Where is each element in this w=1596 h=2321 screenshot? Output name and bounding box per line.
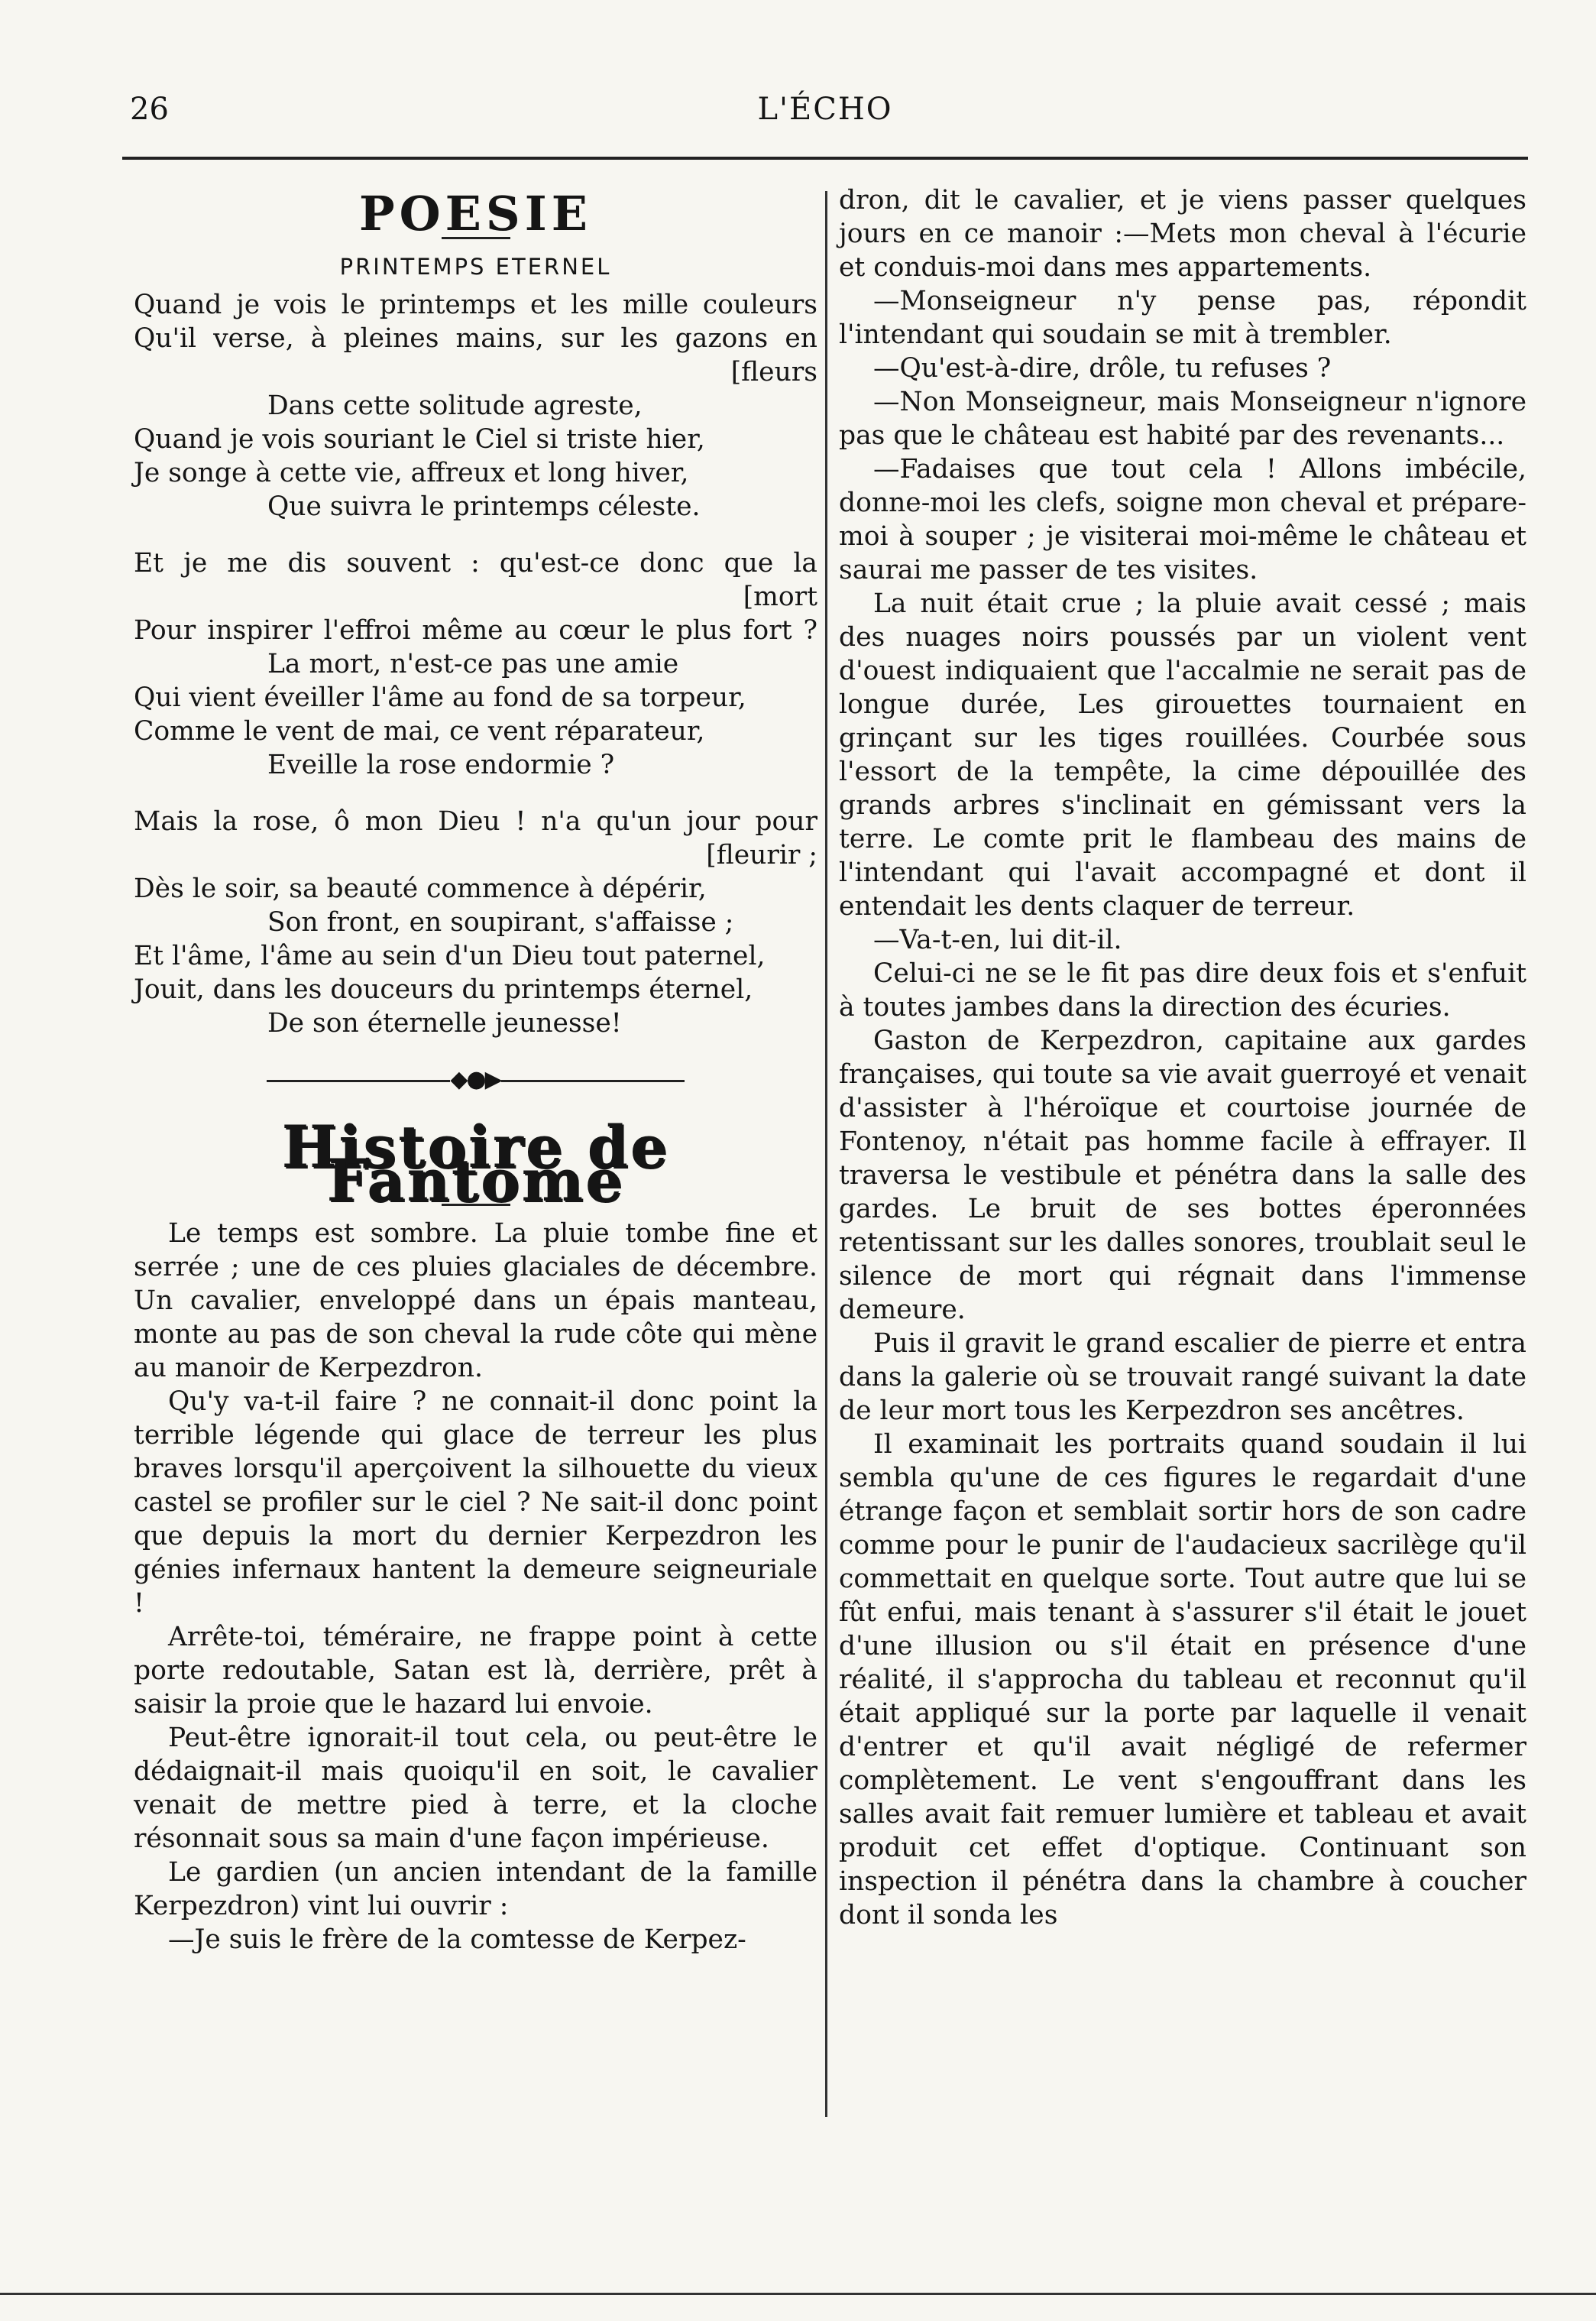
story-paragraph: —Non Monseigneur, mais Monseigneur n'ignore pas que le château est habité par des revenants... <box>839 387 1526 451</box>
page-number: 26 <box>130 92 169 127</box>
poem-line: [mort <box>743 582 817 612</box>
poem-line: Pour inspirer l'effroi même au cœur le plus fort ? <box>134 615 817 646</box>
story-title: Histoire de Fantome <box>281 1113 670 1214</box>
story-paragraph: Le gardien (un ancien intendant de la famille Kerpezdron) vint lui ouvrir : <box>134 1857 817 1921</box>
poem-line: Qu'il verse, à pleines mains, sur les gazons en <box>134 323 817 354</box>
column-divider <box>825 191 827 2117</box>
poem-line: Son front, en soupirant, s'affaisse ; <box>267 907 734 938</box>
story-paragraph: Arrête-toi, téméraire, ne frappe point à cette porte redoutable, Satan est là, derrière, prêt à saisir la proie que le hazard lui envoie. <box>134 1622 817 1720</box>
poem-line: Dans cette solitude agreste, <box>267 391 643 421</box>
story-paragraph: —Qu'est-à-dire, drôle, tu refuses ? <box>873 353 1332 384</box>
poem-line: De son éternelle jeunesse! <box>267 1008 622 1039</box>
story-paragraph: Il examinait les portraits quand soudain il lui sembla qu'une de ces figures le regardait d'une étrange façon et semblait sortir hors de son cadre comme pour le punir de l'audacieux sacrilège qu'il commettait en quelque sorte. Tout autre que lui se fût enfui, mais tenant à s'assurer s'il était le jouet d'une illusion ou s'il était en présence d'une réalité, il s'approcha du tableau et reconnut qu'il était appliqué sur la porte par laquelle il venait d'entrer et qu'il avait négligé de refermer complètement. Le vent s'engouffrant dans les salles avait fait remuer lumière et tableau et avait produit cet effet d'optique. Continuant son inspection il pénétra dans la chambre à coucher dont il sonda les <box>839 1429 1526 1930</box>
poem-line: Mais la rose, ô mon Dieu ! n'a qu'un jour pour <box>134 806 817 837</box>
poem-line: Quand je vois souriant le Ciel si triste hier, <box>134 424 705 455</box>
left-column <box>134 183 817 1956</box>
poem-line: La mort, n'est-ce pas une amie <box>267 649 679 679</box>
poem-stanza-2 <box>134 546 817 782</box>
story-paragraph: —Va-t-en, lui dit-il. <box>873 925 1122 955</box>
poem-line: Comme le vent de mai, ce vent réparateur, <box>134 716 705 747</box>
poem-line: Jouit, dans les douceurs du printemps éternel, <box>134 974 753 1005</box>
story-paragraph: —Je suis le frère de la comtesse de Kerpez- <box>168 1924 746 1955</box>
bottom-rule <box>0 2293 1596 2295</box>
poem-line: Que suivra le printemps céleste. <box>267 491 701 522</box>
story-paragraph: Celui-ci ne se le fit pas dire deux fois et s'enfuit à toutes jambes dans la direction des écuries. <box>839 958 1526 1023</box>
poem-line: [fleurs <box>730 357 817 387</box>
story-paragraph: —Fadaises que tout cela ! Allons imbécile, donne-moi les clefs, soigne mon cheval et prépare-moi à souper ; je visiterai moi-même le château et saurai me passer de tes visites. <box>839 454 1526 585</box>
right-column <box>839 183 1526 1932</box>
poem-stanza-1 <box>134 288 817 524</box>
story-paragraph: Le temps est sombre. La pluie tombe fine et serrée ; une de ces pluies glaciales de décembre. Un cavalier, enveloppé dans un épais manteau, monte au pas de son cheval la rude côte qui mène au manoir de Kerpezdron. <box>134 1218 817 1383</box>
poetry-section-title: POESIE <box>359 186 592 242</box>
poem-line: Quand je vois le printemps et les mille couleurs <box>134 290 817 320</box>
poem-stanza-3 <box>134 805 817 1040</box>
page-header <box>130 92 1520 145</box>
story-paragraph: Peut-être ignorait-il tout cela, ou peut-être le dédaignait-il mais quoiqu'il en soit, le cavalier venait de mettre pied à terre, et la cloche résonnait sous sa main d'une façon impérieuse. <box>134 1723 817 1854</box>
poem-line: Dès le soir, sa beauté commence à dépérir, <box>134 874 707 904</box>
poem-title: PRINTEMPS ETERNEL <box>339 254 612 280</box>
poem-line: Eveille la rose endormie ? <box>267 750 615 780</box>
story-paragraph: Qu'y va-t-il faire ? ne connait-il donc point la terrible légende qui glace de terreur les plus braves lorsqu'il aperçoivent la silhouette du vieux castel se profiler sur le ciel ? Ne sait-il donc point que depuis la mort du dernier Kerpezdron les génies infernaux hantent la demeure seigneuriale ! <box>134 1386 817 1619</box>
poem-line: Et je me dis souvent : qu'est-ce donc que la <box>134 548 817 579</box>
story-paragraph: dron, dit le cavalier, et je viens passer quelques jours en ce manoir :—Mets mon cheval à l'écurie et conduis-moi dans mes appartements. <box>839 185 1526 283</box>
story-paragraph: Gaston de Kerpezdron, capitaine aux gardes françaises, qui toute sa vie avait guerroyé et venait d'assister à l'héroïque et courtoise journée de Fontenoy, n'était pas homme facile à effrayer. Il traversa le vestibule et pénétra dans la salle des gardes. Le bruit de ses bottes éperonnées retentissant sur les dalles sonores, troublait seul le silence de mort qui régnait dans l'immense demeure. <box>839 1026 1526 1325</box>
story-paragraph: —Monseigneur n'y pense pas, répondit l'intendant qui soudain se mit à trembler. <box>839 286 1526 350</box>
journal-title: L'ÉCHO <box>757 92 893 127</box>
poem-line: Je songe à cette vie, affreux et long hiver, <box>134 458 689 488</box>
poem-line: [fleurir ; <box>706 840 817 870</box>
story-paragraph: La nuit était crue ; la pluie avait cessé ; mais des nuages noirs poussés par un violent vent d'ouest indiquaient que l'accalmie ne serait pas de longue durée, Les girouettes tournaient en grinçant sur les tiges rouillées. Courbée sous l'essort de la tempête, la cime dépouillée des grands arbres s'inclinait en gémissant vers la terre. Le comte prit le flambeau des mains de l'intendant qui l'avait accompagné et dont il entendait les dents claquer de terreur. <box>839 588 1526 922</box>
poem-line: Et l'âme, l'âme au sein d'un Dieu tout paternel, <box>134 941 766 971</box>
header-rule <box>122 157 1528 160</box>
poem-line: Qui vient éveiller l'âme au fond de sa torpeur, <box>134 682 746 713</box>
section-ornament: ◆●▶ <box>134 1063 817 1097</box>
story-paragraph: Puis il gravit le grand escalier de pierre et entra dans la galerie où se trouvait rangé suivant la date de leur mort tous les Kerpezdron ses ancêtres. <box>839 1328 1526 1426</box>
